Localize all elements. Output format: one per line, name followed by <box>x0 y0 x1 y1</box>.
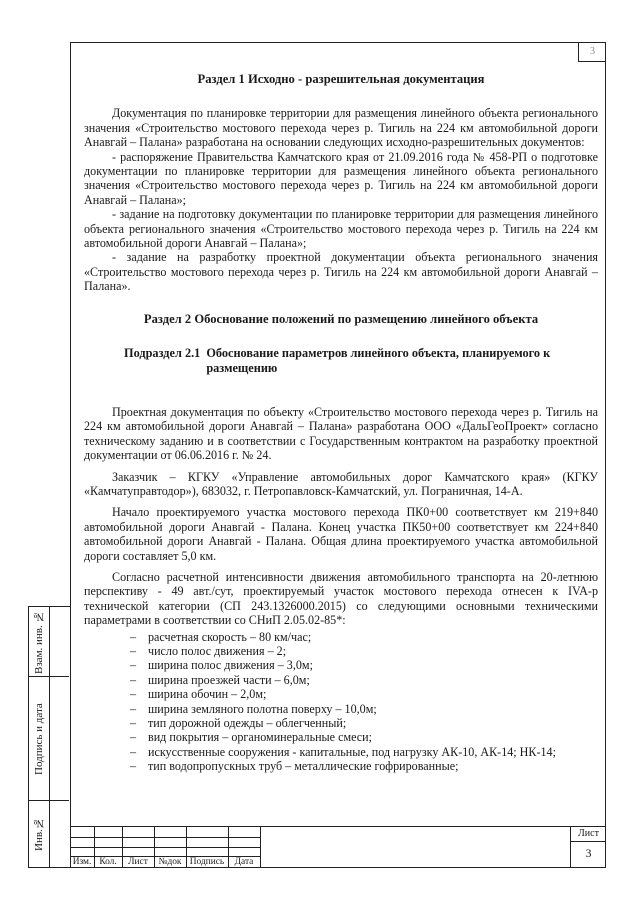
side-label-vzam: Взам. инв. № <box>33 610 45 674</box>
section1-intro: Документация по планировке территории для размещения линейного объекта регионального значения «Строительство мостового перехода через р. Тигиль на 224 км автомобильной дороги Анавгай – Палана» разработана на основании следующих исходно-разрешительных документов: <box>84 106 598 150</box>
section2-title: Раздел 2 Обоснование положений по размещению линейного объекта <box>143 311 539 326</box>
sheet-number-box <box>570 826 606 868</box>
side-label-inv: Инв.№ <box>33 817 45 851</box>
parameter-list <box>84 630 598 774</box>
parameter-item: – число полос движения – 2; <box>130 644 598 658</box>
document-body <box>84 64 598 774</box>
section1-title: Раздел 1 Исходно - разрешительная документация <box>197 72 485 86</box>
sheet-label: Лист <box>571 828 606 842</box>
title-block-line <box>70 847 260 848</box>
side-stamp <box>28 606 70 868</box>
title-block-line <box>70 837 260 838</box>
sheet-number: 3 <box>585 846 592 860</box>
column-kol: Кол. <box>99 857 117 867</box>
side-label-podpis: Подпись и дата <box>33 703 45 775</box>
side-row-vzam <box>29 607 69 677</box>
side-row-inv <box>29 801 69 867</box>
title-block <box>70 826 606 868</box>
subsection-number: Подраздел 2.1 <box>124 346 201 361</box>
parameter-item: – расчетная скорость – 80 км/час; <box>130 630 598 644</box>
subsection-title: Обоснование параметров линейного объекта, планируемого к размещению <box>206 346 551 375</box>
section1-item: - задание на подготовку документации по планировке территории для размещения линейного объекта регионального значения «Строительство мостового перехода через р. Тигиль на 224 км автомобильной дороги Анавгай – Палана»; <box>84 207 598 251</box>
column-ndok: №док <box>158 857 182 867</box>
column-list: Лист <box>128 857 148 867</box>
section1-item: - задание на разработку проектной документации объекта регионального значения «Строительство мостового перехода через р. Тигиль на 224 км автомобильной дороги Анавгай – Палана». <box>84 250 598 294</box>
column-podpis: Подпись <box>189 857 225 867</box>
section2-paragraph: Согласно расчетной интенсивности движения автомобильного транспорта на 20-летнюю перспективу - 49 авт./сут, проектируемый участок мостового перехода отнесен к IVA-р технической категории (СП 243.1326000.2015) со следующими основными техническими параметрами в соответствии со СНиП 2.05.02-85*: <box>84 569 598 628</box>
side-row-podpis <box>29 677 69 801</box>
corner-mark: 3 <box>578 42 606 62</box>
parameter-item: – ширина земляного полотна поверху – 10,0м; <box>130 702 598 716</box>
column-data: Дата <box>234 857 254 867</box>
section2-paragraph: Проектная документация по объекту «Строительство мостового перехода через р. Тигиль на 224 км автомобильной дороги Анавгай – Палана» разработана ООО «ДальГеоПроект» согласно техническому заданию и в соответствии с Государственным контрактом на разработку проектной документации от 06.06.2016 г. № 24. <box>84 404 598 463</box>
parameter-item: – тип дорожной одежды – облегченный; <box>130 716 598 730</box>
parameter-item: – ширина полос движения – 3,0м; <box>130 658 598 672</box>
parameter-item: – искусственные сооружения - капитальные, под нагрузку АК-10, АК-14; НК-14; <box>130 745 598 759</box>
title-block-divider <box>260 827 261 868</box>
parameter-item: – ширина проезжей части – 6,0м; <box>130 673 598 687</box>
parameter-item: – тип водопропускных труб – металлические гофрированные; <box>130 759 598 773</box>
subsection-heading <box>124 346 598 375</box>
column-izm: Изм. <box>72 857 92 867</box>
section2-paragraph: Начало проектируемого участка мостового перехода ПК0+00 соответствует км 219+840 автомобильной дороги Анавгай - Палана. Конец участка ПК50+00 соответствует км 224+840 автомобильной дороги Анавгай - Палана. Общая длина проектируемого участка автомобильной дороги составляет 5,0 км. <box>84 505 598 563</box>
section1-item: - распоряжение Правительства Камчатского края от 21.09.2016 года № 458-РП о подготовке документации по планировке территории для размещения линейного объекта регионального значения «Строительство мостового перехода через р. Тигиль на 224 км автомобильной дороги Анавгай – Палана»; <box>84 149 598 207</box>
parameter-item: – вид покрытия – органоминеральные смеси; <box>130 730 598 744</box>
section2-paragraph: Заказчик – КГКУ «Управление автомобильных дорог Камчатского края» (КГКУ «Камчатуправтодор»), 683032, г. Петропавловск-Камчатский, ул. Пограничная, 14-А. <box>84 469 598 498</box>
parameter-item: – ширина обочин – 2,0м; <box>130 687 598 701</box>
